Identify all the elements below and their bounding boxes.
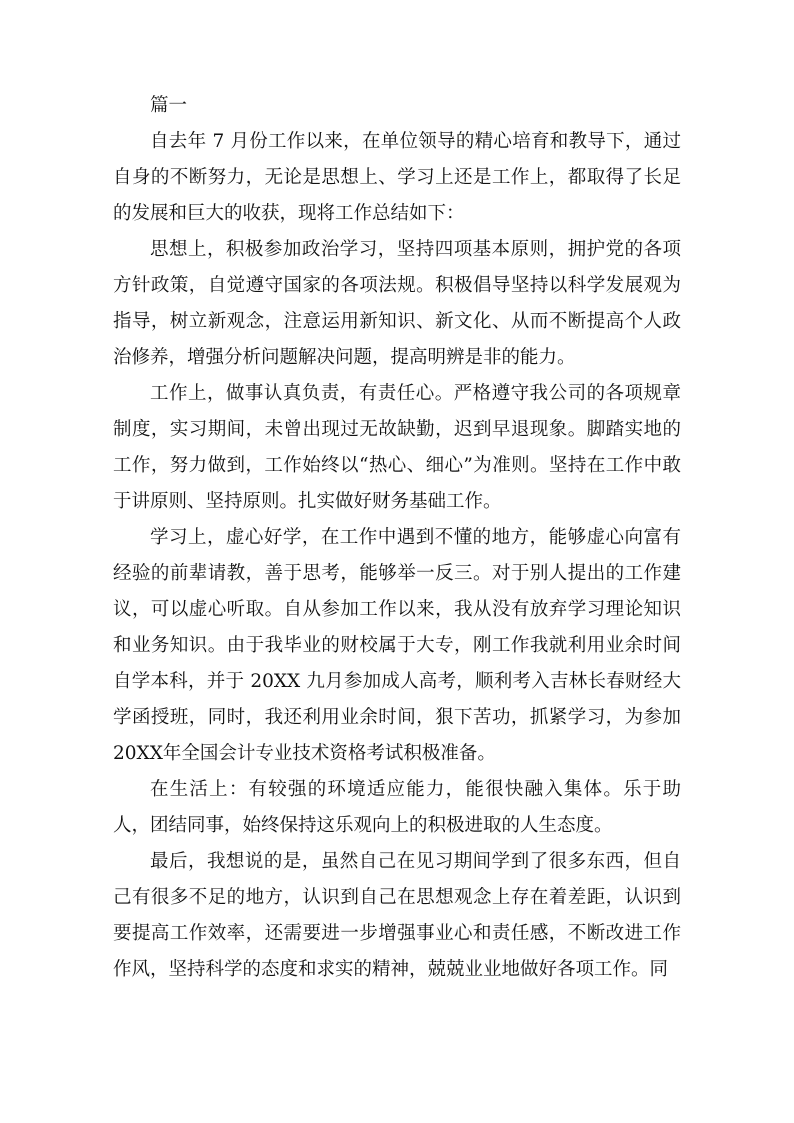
- paragraph-study: 学习上，虚心好学，在工作中遇到不懂的地方，能够虚心向富有经验的前辈请教，善于思考，能够举一反三。对于别人提出的工作建议，可以虚心听取。自从参加工作以来，我从没有放弃学习理论知识和业务知识。由于我毕业的财校属于大专，刚工作我就利用业余时间自学本科，并于 20XX 九月参加成人高考，顺利考入吉林长春财经大学函授班，同时，我还利用业余时间，狠下苦功，抓紧学习，为参加 20XX年全国会计专业技术资格考试积极准备。: [113, 527, 681, 764]
- paragraph-intro: 自去年 7 月份工作以来，在单位领导的精心培育和教导下，通过自身的不断努力，无论是思想上、学习上还是工作上，都取得了长足的发展和巨大的收获，现将工作总结如下：: [113, 131, 681, 224]
- paragraph-conclusion: 最后，我想说的是，虽然自己在见习期间学到了很多东西，但自己有很多不足的地方，认识到自己在思想观念上存在着差距，认识到要提高工作效率，还需要进一步增强事业心和责任感，不断改进工作作风，坚持科学的态度和求实的精神，兢兢业业地做好各项工作。同: [113, 851, 681, 980]
- paragraph-work: 工作上，做事认真负责，有责任心。严格遵守我公司的各项规章制度，实习期间，未曾出现过无故缺勤，迟到早退现象。脚踏实地的工作，努力做到，工作始终以“热心、细心”为准则。坚持在工作中敢于讲原则、坚持原则。扎实做好财务基础工作。: [113, 383, 681, 512]
- document-heading: 篇一: [150, 95, 188, 116]
- paragraph-ideology: 思想上，积极参加政治学习，坚持四项基本原则，拥护党的各项方针政策，自觉遵守国家的各项法规。积极倡导坚持以科学发展观为指导，树立新观念，注意运用新知识、新文化、从而不断提高个人政治修养，增强分析问题解决问题，提高明辨是非的能力。: [113, 239, 681, 368]
- paragraph-life: 在生活上：有较强的环境适应能力，能很快融入集体。乐于助人，团结同事，始终保持这乐观向上的积极进取的人生态度。: [113, 779, 681, 836]
- document-page: [113, 88, 681, 988]
